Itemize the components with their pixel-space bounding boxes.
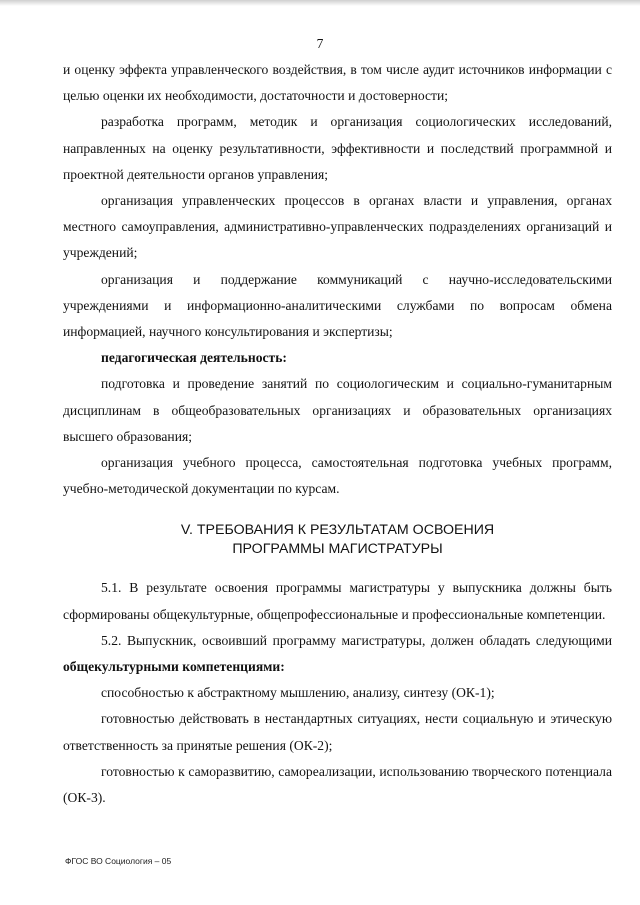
document-body xyxy=(63,57,612,811)
section-heading-line-2: ПРОГРАММЫ МАГИСТРАТУРЫ xyxy=(232,541,443,558)
competency-ok-2: готовностью действовать в нестандартных ситуациях, нести социальную и этическую ответственность за принятые решения (ОК-2); xyxy=(63,711,612,753)
paragraph-5-2-text: 5.2. Выпускник, освоивший программу магистратуры, должен обладать следующими xyxy=(101,632,612,648)
footer-note: ФГОС ВО Социология – 05 xyxy=(65,856,172,866)
scan-top-edge xyxy=(0,0,640,6)
paragraph-5-1: 5.1. В результате освоения программы магистратуры у выпускника должны быть сформированы общекультурные, общепрофессиональные и профессиональные компетенции. xyxy=(63,580,612,622)
paragraph: разработка программ, методик и организация социологических исследований, направленных на оценку результативности, эффективности и последствий программной и проектной деятельности органов управления; xyxy=(63,114,612,182)
competency-ok-3: готовностью к саморазвитию, самореализации, использованию творческого потенциала (ОК-3). xyxy=(63,763,612,806)
paragraph-5-2 xyxy=(63,628,612,680)
paragraph: организация и поддержание коммуникаций с научно-исследовательскими учреждениями и информационно-аналитическими службами по вопросам обмена информацией, научного консультирования и экспертизы; xyxy=(63,271,612,340)
section-heading-line-1: V. ТРЕБОВАНИЯ К РЕЗУЛЬТАТАМ ОСВОЕНИЯ xyxy=(180,522,495,539)
competency-ok-1: способностью к абстрактному мышлению, анализу, синтезу (ОК-1); xyxy=(101,685,495,701)
paragraph: подготовка и проведение занятий по социологическим и социально-гуманитарным дисциплинам в общеобразовательных организациях и образовательных организациях высшего образования; xyxy=(63,376,612,444)
general-cultural-competencies-label: общекультурными компетенциями: xyxy=(63,659,285,675)
section-heading xyxy=(63,521,612,559)
page-number: 7 xyxy=(316,36,324,51)
pedagogical-activity-heading: педагогическая деятельность: xyxy=(101,350,287,366)
paragraph: организация учебного процесса, самостоятельная подготовка учебных программ, учебно-методической документации по курсам. xyxy=(63,455,612,497)
paragraph: организация управленческих процессов в органах власти и управления, органах местного самоуправления, административно-управленческих подразделениях организаций и учреждений; xyxy=(63,193,612,261)
paragraph-continuation: и оценку эффекта управленческого воздействия, в том числе аудит источников информации с целью оценки их необходимости, достаточности и достоверности; xyxy=(63,62,612,104)
